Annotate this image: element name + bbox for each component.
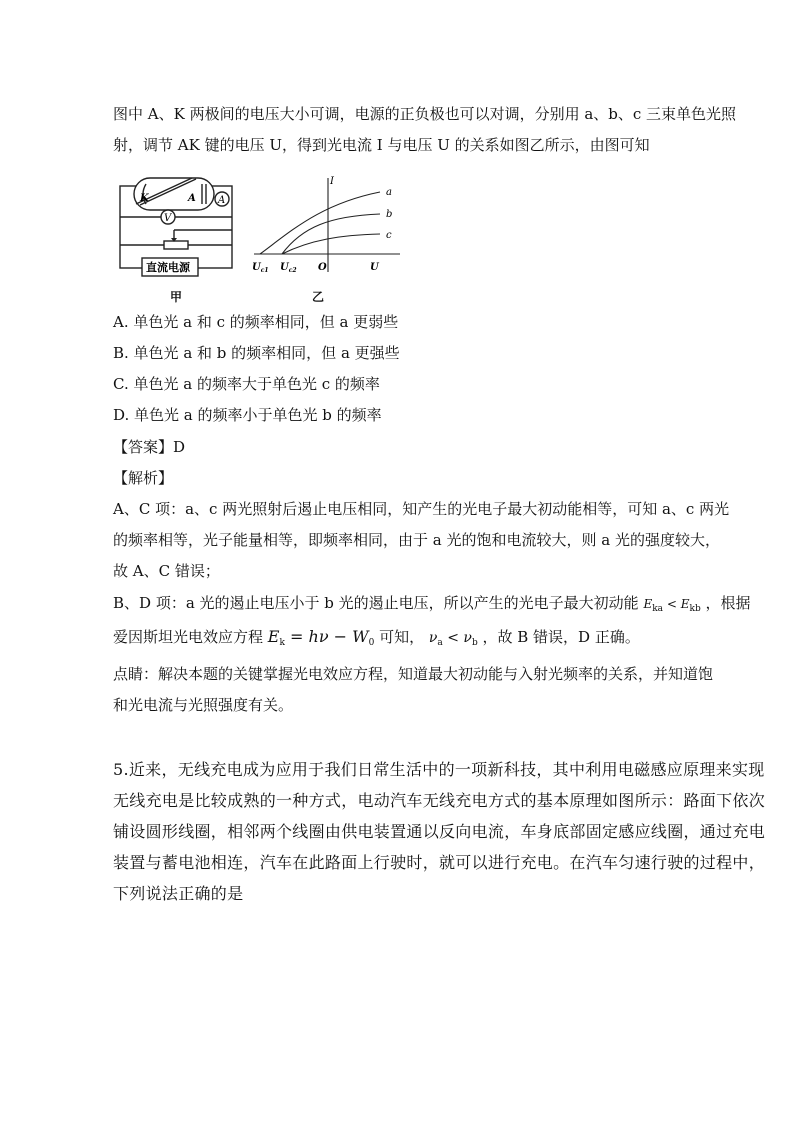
analysis-bd-line-2: 爱因斯坦光电效应方程 $E_k = h\nu - W_0$ 可知， $\nu_a < \nu_b$ ，故 B 错误，D 正确。 <box>113 627 640 648</box>
analysis-ac-line-2: 的频率相等，光子能量相等，即频率相同，由于 a 光的饱和电流较大，则 a 光的强度较大， <box>113 531 720 549</box>
voltmeter-label: V <box>164 213 172 224</box>
formula-ek-compare: $E_{ka} < E_{kb}$ <box>643 597 701 614</box>
power-supply-label: 直流电源 <box>146 261 190 274</box>
q5-line-4: 装置与蓄电池相连，汽车在此路面上行驶时，就可以进行充电。在汽车匀速行驶的过程中， <box>113 853 766 872</box>
intro-line-2: 射，调节 AK 键的电压 U，得到光电流 I 与电压 U 的关系如图乙所示，由图可知 <box>113 136 650 154</box>
q5-line-5: 下列说法正确的是 <box>113 884 244 903</box>
ammeter-label: A <box>218 195 226 206</box>
curve-b-label: b <box>386 209 393 220</box>
origin-label: O <box>318 262 327 273</box>
y-axis-label: I <box>330 176 334 187</box>
q5-line-2: 无线充电是比较成熟的一种方式，电动汽车无线充电方式的基本原理如图所示：路面下依次 <box>113 791 766 810</box>
analysis-ac-line-3: 故 A、C 错误； <box>113 562 220 580</box>
curve-a <box>260 192 380 254</box>
formula-einstein: $E_k = h\nu - W_0$ <box>267 627 375 648</box>
option-d: D. 单色光 a 的频率小于单色光 b 的频率 <box>113 406 382 424</box>
formula-nu-compare: $\nu_a < \nu_b$ <box>428 630 478 648</box>
uc2-label: $U_{c2}$ <box>280 262 297 274</box>
analysis-bd-line-1: B、D 项：a 光的遏止电压小于 b 光的遏止电压，所以产生的光电子最大初动能 $E_{ka} < E_{kb}$ ，根据 <box>113 594 751 614</box>
q5-line-3: 铺设圆形线圈，相邻两个线圈由供电装置通以反向电流，车身底部固定感应线圈，通过充电 <box>113 822 766 841</box>
figure-yi-caption: 乙 <box>312 290 325 304</box>
tip-line-1: 点睛：解决本题的关键掌握光电效应方程，知道最大初动能与入射光频率的关系，并知道饱 <box>113 665 714 683</box>
answer: 【答案】D <box>113 438 186 456</box>
q5-line-1: 5.近来，无线充电成为应用于我们日常生活中的一项新科技，其中利用电磁感应原理来实现 <box>113 760 765 779</box>
uc1-label: $U_{c1}$ <box>252 262 269 274</box>
label-a-electrode: A <box>188 193 196 204</box>
tip-line-2: 和光电流与光照强度有关。 <box>113 696 294 714</box>
option-a: A. 单色光 a 和 c 的频率相同，但 a 更弱些 <box>113 313 399 331</box>
curve-c <box>282 234 380 254</box>
figure-jia-circuit <box>112 172 242 302</box>
label-k: K <box>140 193 149 204</box>
x-axis-label: U <box>370 262 379 273</box>
option-b: B. 单色光 a 和 b 的频率相同，但 a 更强些 <box>113 344 400 362</box>
option-c: C. 单色光 a 的频率大于单色光 c 的频率 <box>113 375 380 393</box>
figure-jia-caption: 甲 <box>170 290 183 304</box>
curve-c-label: c <box>386 230 392 241</box>
analysis-ac-line-1: A、C 项：a、c 两光照射后遏止电压相同，知产生的光电子最大初动能相等，可知 a、c 两光 <box>113 500 730 518</box>
figure-yi-graph <box>250 172 410 277</box>
intro-line-1: 图中 A、K 两极间的电压大小可调，电源的正负极也可以对调，分别用 a、b、c 三束单色光照 <box>113 105 737 123</box>
curve-a-label: a <box>386 187 392 198</box>
analysis-heading: 【解析】 <box>113 469 174 487</box>
